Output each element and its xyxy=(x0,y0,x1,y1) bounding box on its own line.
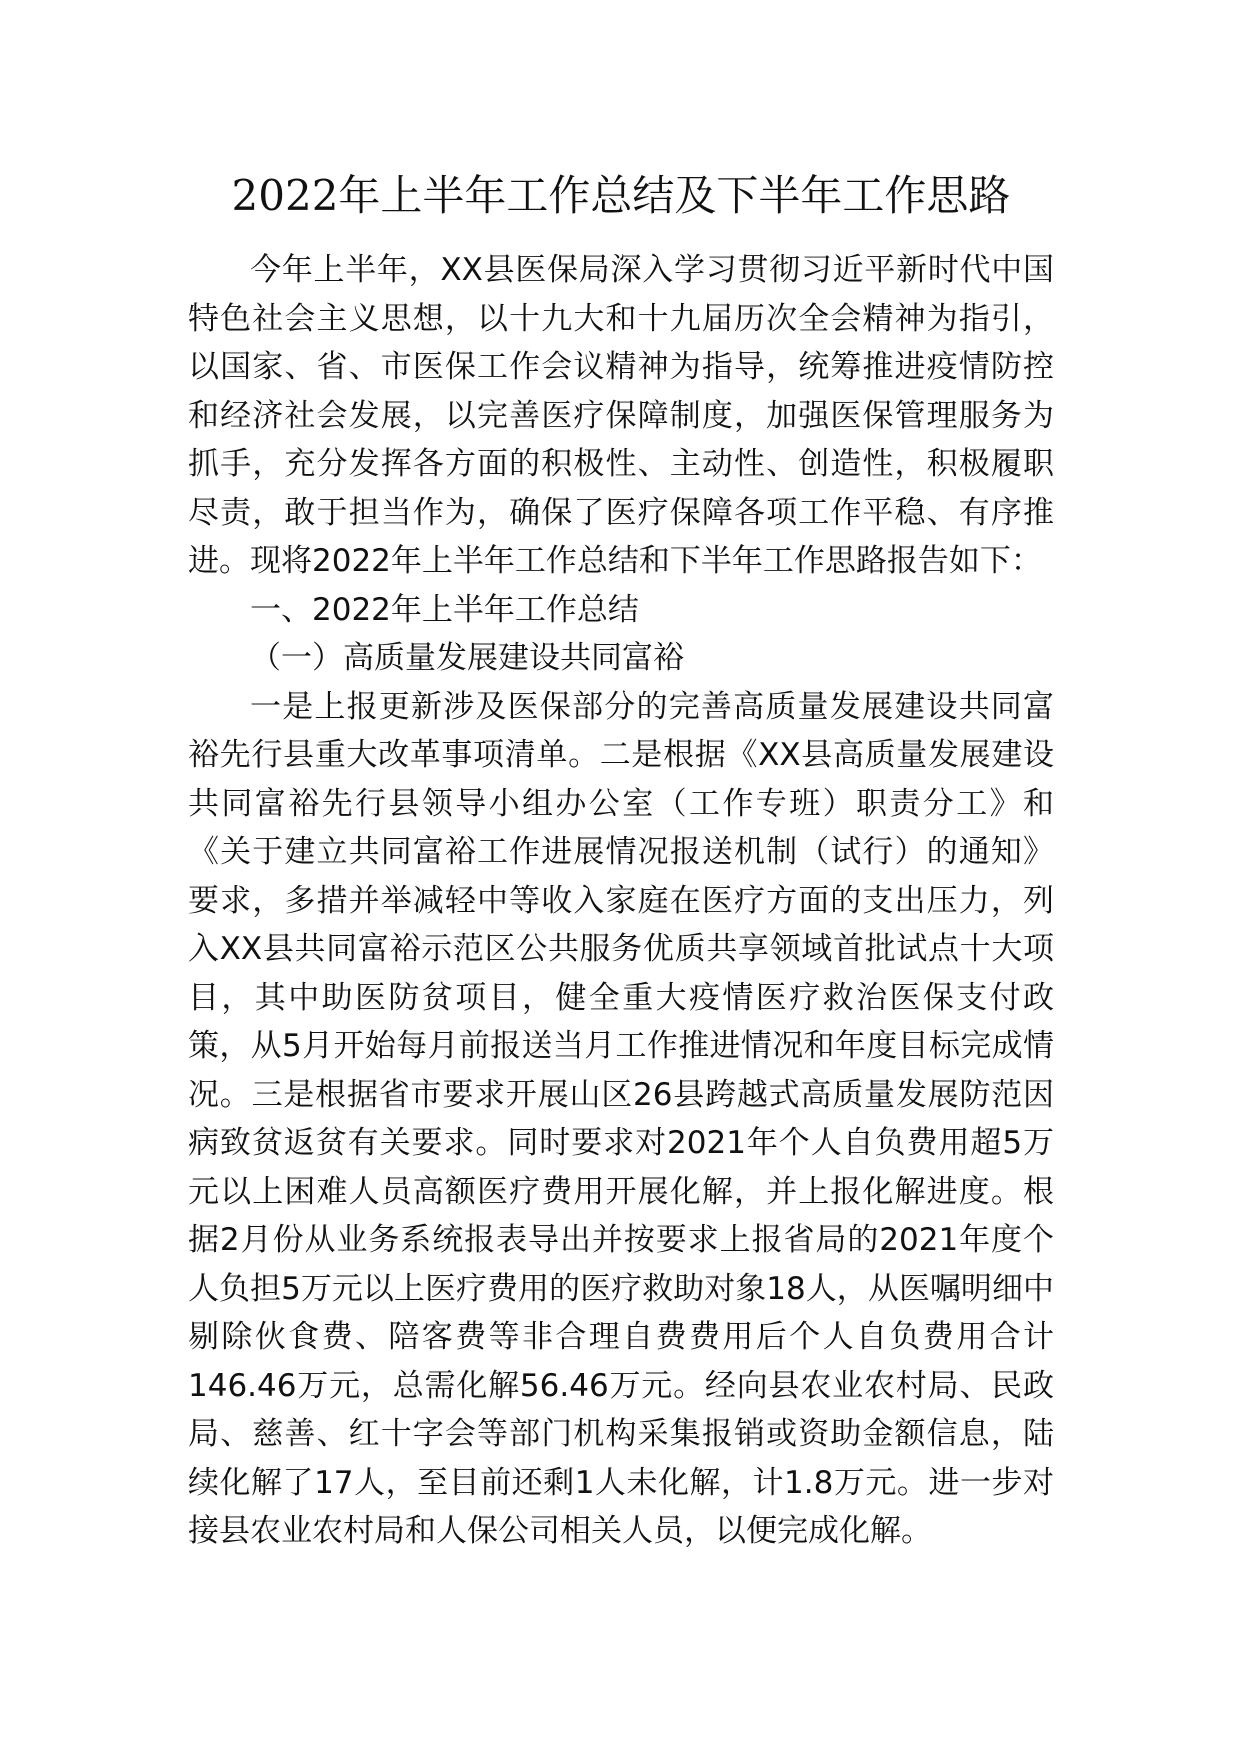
document-page xyxy=(188,168,1054,1556)
intro-paragraph: 今年上半年，XX县医保局深入学习贯彻习近平新时代中国特色社会主义思想，以十九大和十九届历次全会精神为指引，以国家、省、市医保工作会议精神为指导，统筹推进疫情防控和经济社会发展，以完善医疗保障制度，加强医保管理服务为抓手，充分发挥各方面的积极性、主动性、创造性，积极履职尽责，敢于担当作为，确保了医疗保障各项工作平稳、有序推进。现将2022年上半年工作总结和下半年工作思路报告如下： xyxy=(188,252,1054,579)
section-heading: 一、2022年上半年工作总结 xyxy=(250,591,639,628)
subsection-heading: （一）高质量发展建设共同富裕 xyxy=(250,640,684,676)
document-title: 2022年上半年工作总结及下半年工作思路 xyxy=(231,171,1011,220)
body-paragraph: 一是上报更新涉及医保部分的完善高质量发展建设共同富裕先行县重大改革事项清单。二是根据《XX县高质量发展建设共同富裕先行县领导小组办公室（工作专班）职责分工》和《关于建立共同富裕工作进展情况报送机制（试行）的通知》要求，多措并举减轻中等收入家庭在医疗方面的支出压力，列入XX县共同富裕示范区公共服务优质共享领域首批试点十大项目，其中助医防贫项目，健全重大疫情医疗救治医保支付政策，从5月开始每月前报送当月工作推进情况和年度目标完成情况。三是根据省市要求开展山区26县跨越式高质量发展防范因病致贫返贫有关要求。同时要求对2021年个人自负费用超5万元以上困难人员高额医疗费用开展化解，并上报化解进度。根据2月份从业务系统报表导出并按要求上报省局的2021年度个人负担5万元以上医疗费用的医疗救助对象18人，从医嘱明细中剔除伙食费、陪客费等非合理自费费用后个人自负费用合计146.46万元，总需化解56.46万元。经向县农业农村局、民政局、慈善、红十字会等部门机构采集报销或资助金额信息，陆续化解了17人，至目前还剩1人未化解，计1.8万元。进一步对接县农业农村局和人保公司相关人员，以便完成化解。 xyxy=(188,688,1054,1549)
